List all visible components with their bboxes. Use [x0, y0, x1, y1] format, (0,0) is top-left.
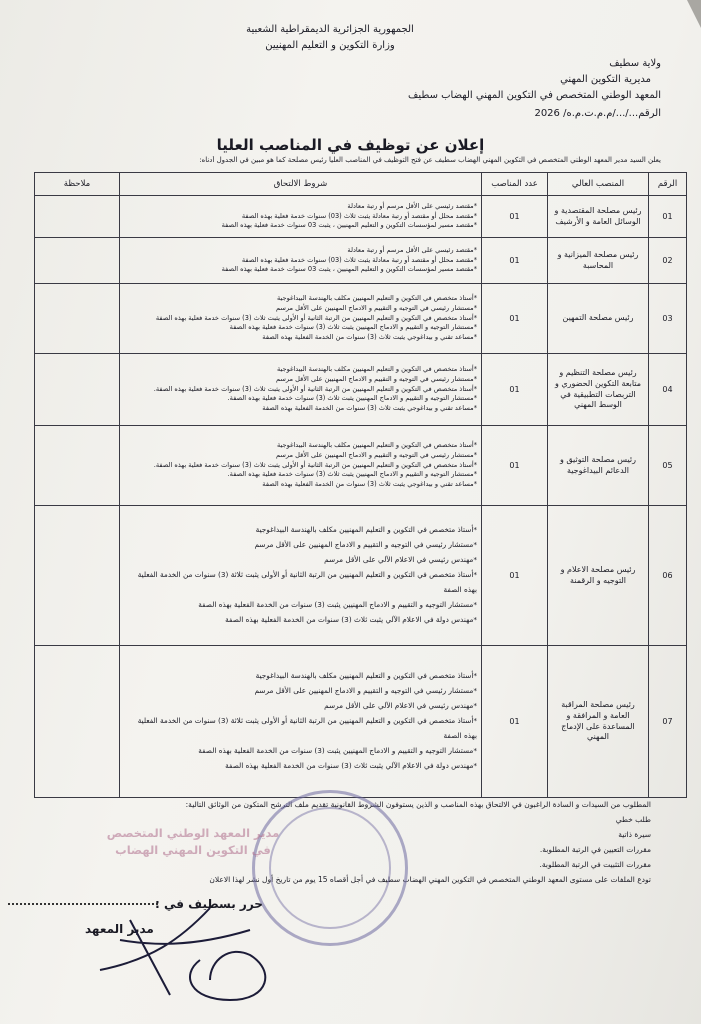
directorate-label: مديرية التكوين المهني — [560, 74, 651, 85]
wilaya-label: ولاية سطيف — [609, 58, 661, 69]
stamp-line: مدير المعهد الوطني المتخصص — [106, 826, 280, 840]
institute-label: المعهد الوطني المتخصص في التكوين المهني الهضاب سطيف — [408, 90, 661, 101]
note-cell — [35, 506, 120, 646]
conditions-cell — [120, 646, 482, 798]
reference-number: الرقم.../.../م.م.ت.م.ه/ 2026 — [534, 108, 661, 119]
director-signature — [60, 900, 290, 1010]
table-row — [35, 238, 687, 284]
requirement-item: طلب خطي — [615, 815, 651, 824]
condition-line: *مقتصد رئيسي على الأقل مرسم أو رتبة معادلة — [347, 245, 477, 254]
header-note: ملاحظة — [35, 173, 120, 196]
condition-line: *مستشار التوجيه و التقييم و الادماج المهنيين يثبت (3) سنوات من الخدمة الفعلية بهذه الصفة — [198, 599, 477, 609]
position-title: رئيس مصلحة التوثيق و الدعائم البيداغوجية — [548, 426, 649, 506]
table-header-row — [35, 173, 687, 196]
condition-line: *أستاذ متخصص في التكوين و التعليم المهنيين مكلف بالهندسة البيداغوجية — [277, 293, 477, 302]
position-title: رئيس مصلحة الميزانية و المحاسبة — [548, 238, 649, 284]
position-title: رئيس مصلحة المقتصدية و الوسائل العامة و الأرشيف — [548, 196, 649, 238]
page-fold — [687, 0, 701, 28]
condition-line: *أستاذ متخصص في التكوين و التعليم المهنيين مكلف بالهندسة البيداغوجية — [277, 440, 477, 449]
conditions-cell — [120, 196, 482, 238]
conditions-cell — [120, 426, 482, 506]
condition-line: *أستاذ متخصص في التكوين و التعليم المهنيين من الرتبة الثانية أو الأولى يثبت ثلاث (3) سنوات خدمة فعلية بهذه الصفة — [155, 313, 477, 322]
position-count: 01 — [482, 646, 548, 798]
condition-line: *مستشار رئيسي في التوجيه و التقييم و الادماج المهنيين على الأقل مرسم — [275, 450, 477, 459]
condition-line: *مستشار رئيسي في التوجيه و التقييم و الادماج المهنيين على الأقل مرسم — [275, 374, 477, 383]
position-count: 01 — [482, 354, 548, 426]
row-number: 07 — [649, 646, 687, 798]
row-number: 05 — [649, 426, 687, 506]
condition-line: *أستاذ متخصص في التكوين و التعليم المهنيين مكلف بالهندسة البيداغوجية — [277, 364, 477, 373]
requirements-lead: المطلوب من السيدات و السادة الراغبون في الالتحاق بهذه المناصب و الذين يستوفون الشروط القانونية تقديم ملف الترشح المتكون من الوثائق التالية: — [185, 800, 651, 809]
table-row — [35, 426, 687, 506]
requirement-item: سيرة ذاتية — [618, 830, 651, 839]
header-count: عدد المناصب — [482, 173, 548, 196]
condition-line: *مساعد تقني و بيداغوجي يثبت ثلاث (3) سنوات من الخدمة الفعلية بهذه الصفة — [262, 480, 477, 489]
condition-line: *مستشار التوجيه و التقييم و الادماج المهنيين يثبت ثلاث (3) سنوات خدمة فعلية بهذه الصفة — [229, 323, 477, 332]
note-cell — [35, 284, 120, 354]
signatory-title: مدير المعهد — [85, 922, 154, 936]
condition-line: *مهندس رئيسي في الاعلام الآلي على الأقل مرسم — [324, 701, 477, 711]
table-row — [35, 284, 687, 354]
condition-line: *مساعد تقني و بيداغوجي يثبت ثلاث (3) سنوات من الخدمة الفعلية بهذه الصفة — [262, 333, 477, 342]
position-count: 01 — [482, 506, 548, 646]
condition-line: *مستشار رئيسي في التوجيه و التقييم و الادماج المهنيين على الأقل مرسم — [254, 686, 477, 696]
table-row — [35, 506, 687, 646]
condition-line: *مستشار رئيسي في التوجيه و التقييم و الادماج المهنيين على الأقل مرسم — [254, 540, 477, 550]
condition-line: *أستاذ متخصص في التكوين و التعليم المهنيين من الرتبة الثانية أو الأولى يثبت ثلاثة (3) سنوات من الخدمة الفعلية بهذه الصفة — [137, 716, 477, 740]
page-title: إعلان عن توظيف في المناصب العليا — [216, 136, 485, 154]
table-row — [35, 646, 687, 798]
note-cell — [35, 354, 120, 426]
header-number: الرقم — [649, 173, 687, 196]
position-title: رئيس مصلحة التنظيم و متابعة التكوين الحضوري و التربصات التطبيقية في الوسط المهني — [548, 354, 649, 426]
row-number: 01 — [649, 196, 687, 238]
condition-line: *مهندس دولة في الاعلام الآلي يثبت ثلاث (3) سنوات من الخدمة الفعلية بهذه الصفة — [225, 760, 477, 770]
position-count: 01 — [482, 196, 548, 238]
position-title: رئيس مصلحة الاعلام و التوجيه و الرقمنة — [548, 506, 649, 646]
position-title: رئيس مصلحة المراقبة العامة و المرافقة و المساعدة على الإدماج المهني — [548, 646, 649, 798]
ministry-header: وزارة التكوين و التعليم المهنيين — [265, 40, 395, 51]
condition-line: *مستشار التوجيه و التقييم و الادماج المهنيين يثبت (3) سنوات من الخدمة الفعلية بهذه الصفة — [198, 745, 477, 755]
condition-line: *أستاذ متخصص في التكوين و التعليم المهنيين مكلف بالهندسة البيداغوجية — [255, 671, 477, 681]
row-number: 03 — [649, 284, 687, 354]
condition-line: *مقتصد محلل أو مقتصد أو رتبة معادلة يثبت ثلاث (03) سنوات خدمة فعلية بهذه الصفة — [241, 255, 477, 264]
requirement-item: مقررات التثبيت في الرتبة المطلوبة. — [539, 860, 651, 869]
condition-line: *أستاذ متخصص في التكوين و التعليم المهنيين من الرتبة الثانية أو الأولى يثبت ثلاث (3) سنوات خدمة فعلية بهذه الصفة. — [153, 460, 477, 469]
condition-line: *مقتصد مسير لمؤسسات التكوين و التعليم المهنيين ، يثبت 03 سنوات خدمة فعلية بهذه الصفة — [221, 265, 477, 274]
position-count: 01 — [482, 284, 548, 354]
intro-text: يعلن السيد مدير المعهد الوطني المتخصص في التكوين المهني الهضاب سطيف عن فتح التوظيف في المناصب العليا رئيس مصلحة كما هو مبين في الجدول أدناه: — [199, 156, 661, 164]
conditions-cell — [120, 238, 482, 284]
director-stamp — [68, 825, 318, 859]
conditions-cell — [120, 284, 482, 354]
condition-line: *مهندس رئيسي في الاعلام الآلي على الأقل مرسم — [324, 555, 477, 565]
condition-line: *مقتصد مسير لمؤسسات التكوين و التعليم المهنيين ، يثبت 03 سنوات خدمة فعلية بهذه الصفة — [221, 221, 477, 230]
condition-line: *مساعد تقني و بيداغوجي يثبت ثلاث (3) سنوات من الخدمة الفعلية بهذه الصفة — [262, 404, 477, 413]
condition-line: *أستاذ متخصص في التكوين و التعليم المهنيين من الرتبة الثانية أو الأولى يثبت ثلاث (3) سنوات خدمة فعلية بهذه الصفة. — [153, 384, 477, 393]
deposit-note: تودع الملفات على مستوى المعهد الوطني المتخصص في التكوين المهني الهضاب سطيف في أجل أقصاه 15 يوم من تاريخ أول نشر لهذا الاعلان — [209, 875, 651, 884]
note-cell — [35, 426, 120, 506]
condition-line: *مستشار رئيسي في التوجيه و التقييم و الادماج المهنيين على الأقل مرسم — [275, 303, 477, 312]
condition-line: *مهندس دولة في الاعلام الآلي يثبت ثلاث (3) سنوات من الخدمة الفعلية بهذه الصفة — [225, 614, 477, 624]
conditions-cell — [120, 354, 482, 426]
done-at-label: حرر بسطيف في : — [155, 897, 263, 911]
row-number: 04 — [649, 354, 687, 426]
table-row — [35, 354, 687, 426]
note-cell — [35, 196, 120, 238]
condition-line: *أستاذ متخصص في التكوين و التعليم المهنيين مكلف بالهندسة البيداغوجية — [255, 525, 477, 535]
header-position: المنصب العالي — [548, 173, 649, 196]
condition-line: *مستشار التوجيه و التقييم و الادماج المهنيين يثبت ثلاث (3) سنوات خدمة فعلية بهذه الصفة. — [227, 394, 477, 403]
condition-line: *مقتصد رئيسي على الأقل مرسم أو رتبة معادلة — [347, 201, 477, 210]
condition-line: *مستشار التوجيه و التقييم و الادماج المهنيين يثبت ثلاث (3) سنوات خدمة فعلية بهذه الصفة. — [227, 470, 477, 479]
condition-line: *أستاذ متخصص في التكوين و التعليم المهنيين من الرتبة الثانية أو الأولى يثبت ثلاثة (3) سنوات من الخدمة الفعلية بهذه الصفة — [137, 570, 477, 594]
conditions-cell — [120, 506, 482, 646]
note-cell — [35, 646, 120, 798]
republic-header: الجمهورية الجزائرية الديمقراطية الشعبية — [246, 24, 414, 35]
table-row — [35, 196, 687, 238]
condition-line: *مقتصد محلل أو مقتصد أو رتبة معادلة يثبت ثلاث (03) سنوات خدمة فعلية بهذه الصفة — [241, 211, 477, 220]
stamp-line: في التكوين المهني الهضاب — [115, 843, 271, 857]
row-number: 06 — [649, 506, 687, 646]
header-conditions: شروط الالتحاق — [120, 173, 482, 196]
position-count: 01 — [482, 426, 548, 506]
row-number: 02 — [649, 238, 687, 284]
positions-table — [34, 172, 687, 798]
position-count: 01 — [482, 238, 548, 284]
note-cell — [35, 238, 120, 284]
requirement-item: مقررات التعيين في الرتبة المطلوبة. — [539, 845, 651, 854]
position-title: رئيس مصلحة التمهين — [548, 284, 649, 354]
